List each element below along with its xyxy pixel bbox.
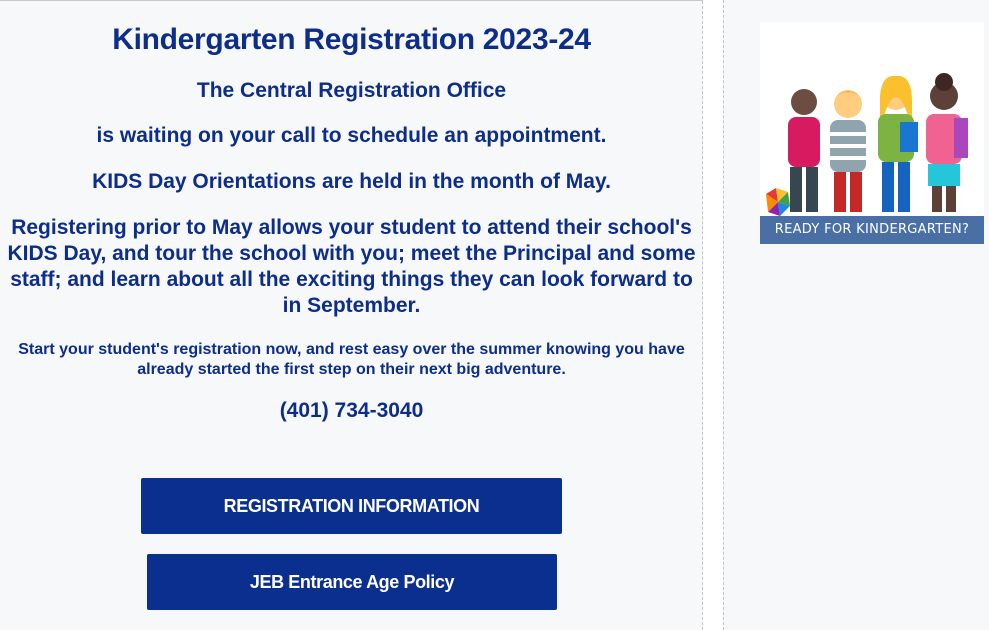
child-figure-4 — [926, 73, 968, 212]
main-content — [0, 1, 703, 630]
pinwheel-icon — [766, 188, 790, 216]
appointment-text: is waiting on your call to schedule an appointment. — [96, 124, 607, 147]
child-figure-2 — [830, 90, 866, 212]
office-heading: The Central Registration Office — [196, 79, 507, 102]
orientation-text: KIDS Day Orientations are held in the month of May. — [92, 170, 611, 193]
entrance-age-policy-button[interactable]: JEB Entrance Age Policy — [147, 554, 557, 610]
phone-number: (401) 734-3040 — [279, 399, 424, 422]
page-title: Kindergarten Registration 2023-24 — [112, 23, 591, 56]
registration-note: Start your student's registration now, and rest easy over the summer knowing you have already started the first step on their next big adventure. — [18, 341, 685, 378]
promo-caption: READY FOR KINDERGARTEN? — [760, 216, 984, 244]
children-illustration — [760, 22, 984, 216]
ready-for-kindergarten-promo[interactable] — [760, 22, 984, 244]
child-figure-1 — [788, 89, 820, 212]
kids-day-paragraph: Registering prior to May allows your student to attend their school's KIDS Day, and tour the school with you; meet the Principal and some staff; and learn about all the exciting things they can look forward to in September. — [7, 216, 696, 317]
child-figure-3 — [878, 76, 918, 212]
column-gutter — [704, 0, 723, 630]
registration-information-button[interactable]: REGISTRATION INFORMATION — [141, 478, 562, 534]
